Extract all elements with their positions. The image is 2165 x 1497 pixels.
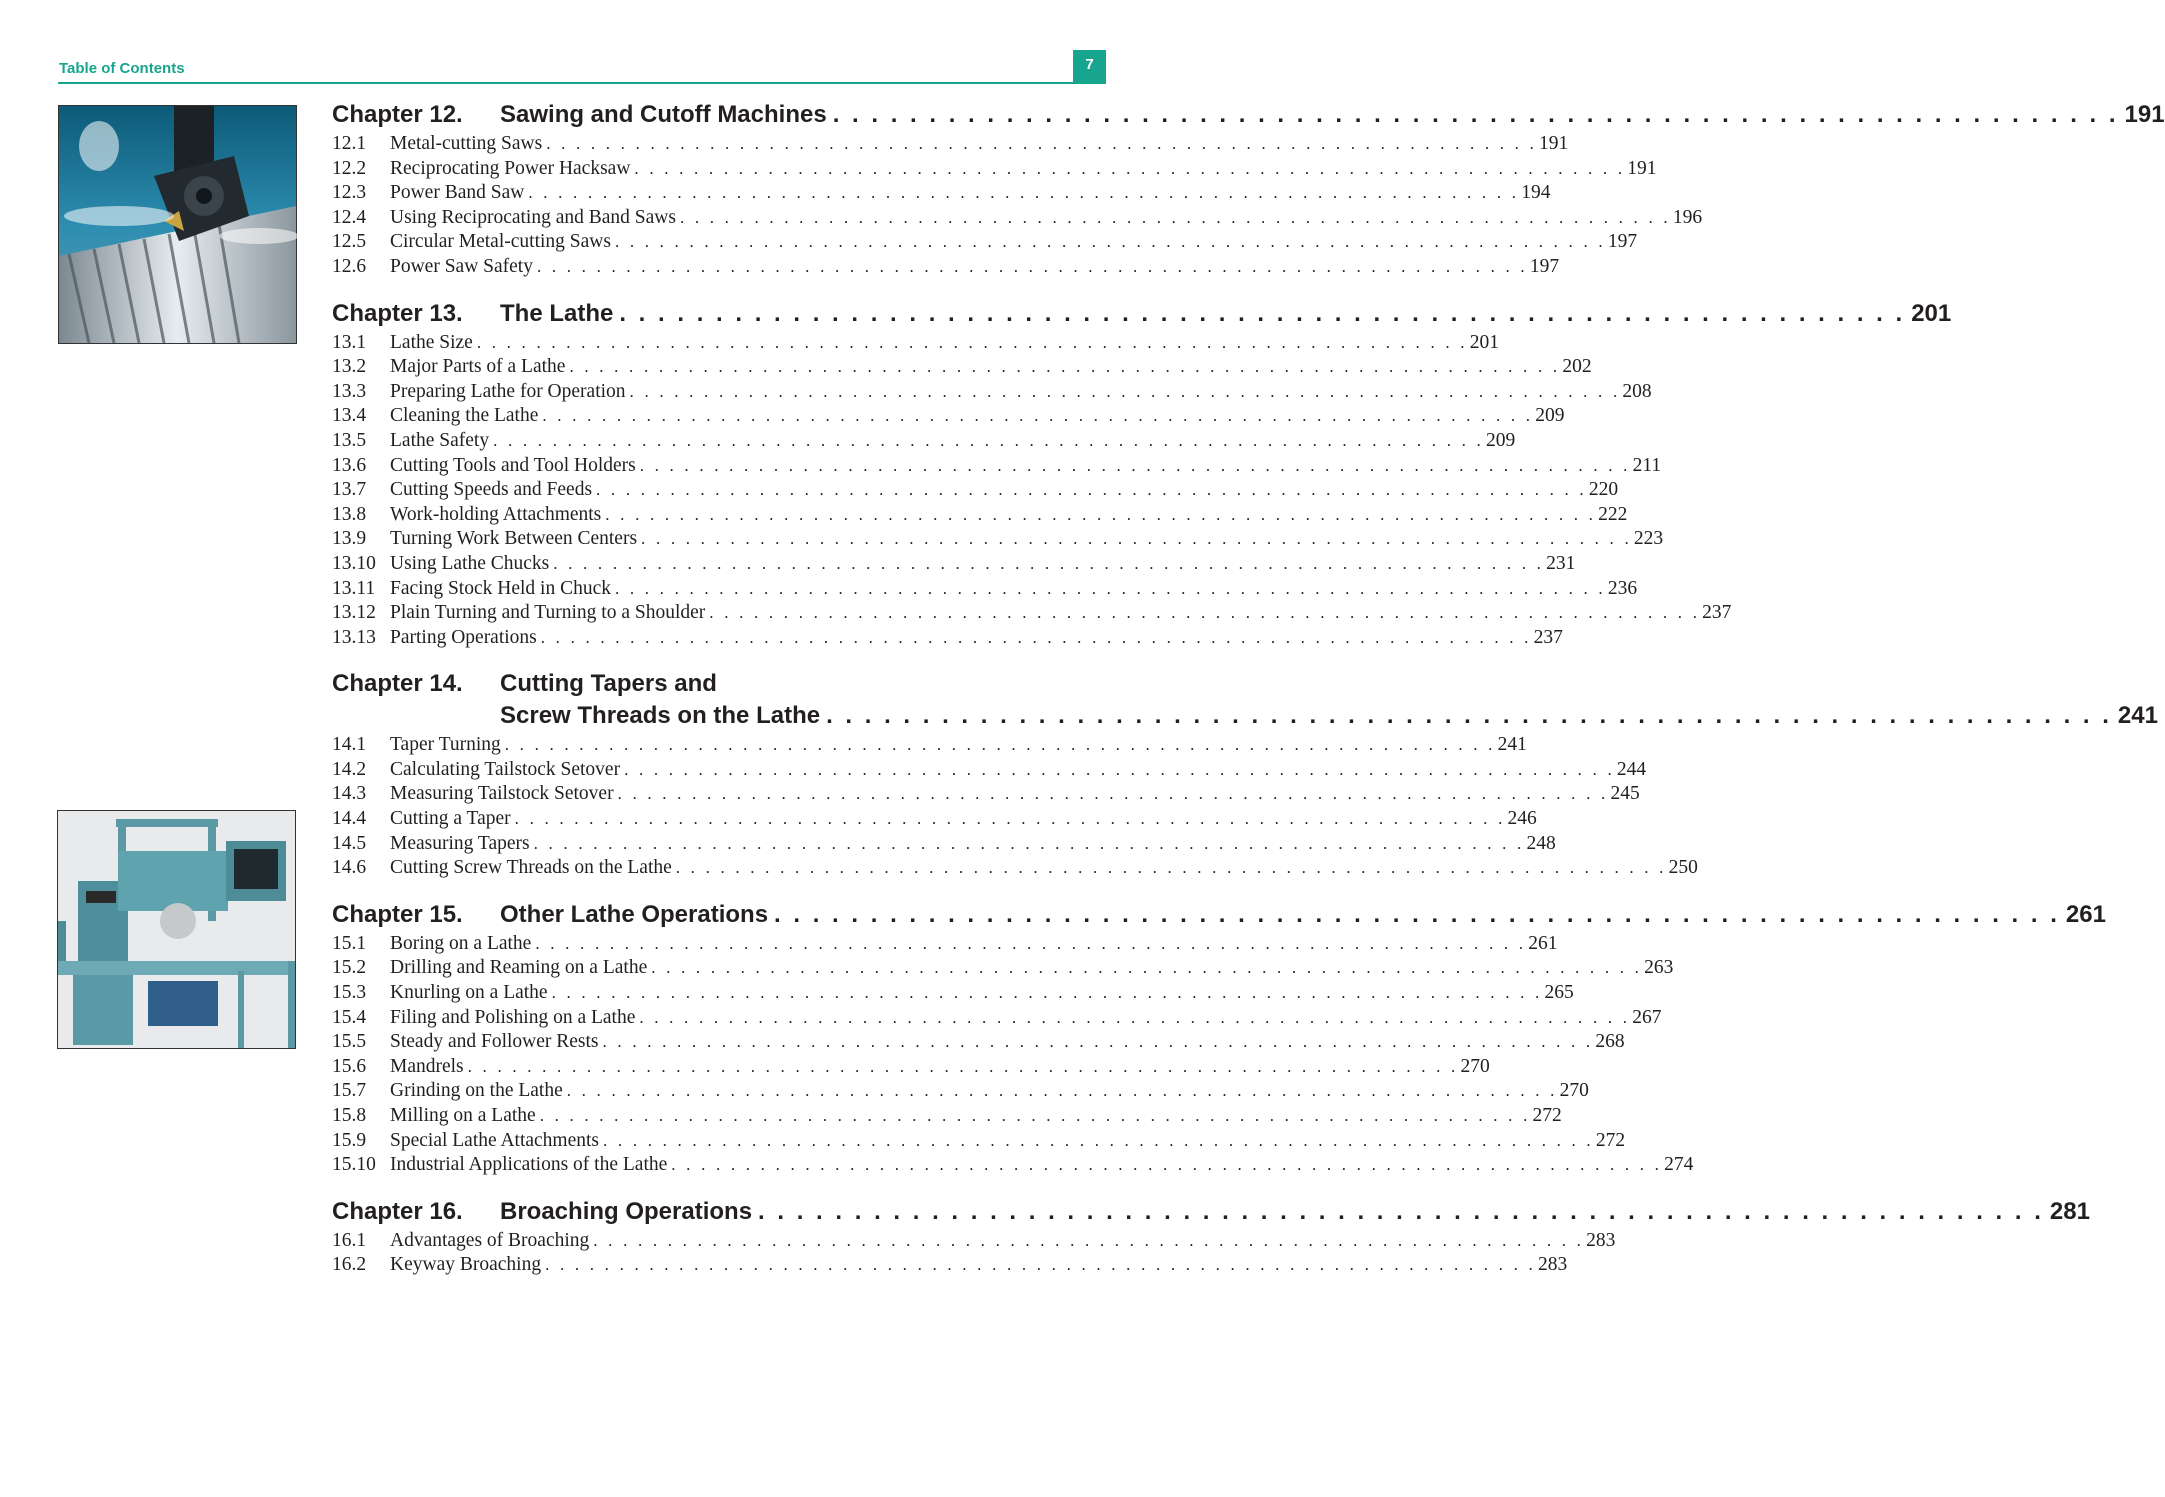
section-page: 191 [1539,133,1569,154]
section-title: Parting Operations [390,626,537,648]
section-title: Cleaning the Lathe [390,405,539,427]
toc-entry[interactable] [332,782,1640,807]
section-number: 12.6 [332,255,367,277]
dot-leader: . . . . . . . . . . . . . . . . . . . . . . . . . . . . . . . . . . . . . . . . . . . . . . . . . . . . . . . . . . . . . . . . . . . [614,578,1606,598]
chapter-number: Chapter 12. [332,101,463,128]
section-title: Advantages of Broaching [390,1229,590,1251]
header-rule [58,82,1106,84]
dot-leader: . . . . . . . . . . . . . . . . . . . . . . . . . . . . . . . . . . . . . . . . . . . . . . . . . . . . . . . . . . . . . . . . . . . [593,1230,1585,1250]
dot-leader: . . . . . . . . . . . . . . . . . . . . . . . . . . . . . . . . . . . . . . . . . . . . . . . . . . . . . . . . . . . . . . . . . . . [602,1032,1594,1052]
toc-entry[interactable] [332,132,1569,157]
chapter-heading[interactable] [332,900,2106,929]
section-page: 244 [1616,758,1647,780]
section-page: 211 [1632,454,1662,476]
dot-leader: . . . . . . . . . . . . . . . . . . . . . . . . . . . . . . . . . . . . . . . . . . . . . . . . . . . . . . . . . . . . . . . . . . . [617,784,1609,804]
section-page: 248 [1526,832,1556,854]
section-number: 15.3 [332,982,367,1004]
cutting-tool-photo [58,105,297,344]
section-title: Industrial Applications of the Lathe [390,1154,668,1176]
dot-leader: . . . . . . . . . . . . . . . . . . . . . . . . . . . . . . . . . . . . . . . . . . . . . . . . . . . . . . . . . . . . . . . . . . . [675,858,1667,878]
toc-entry[interactable] [332,429,1516,454]
dot-leader: . . . . . . . . . . . . . . . . . . . . . . . . . . . . . . . . . . . . . . . . . . . . . . . . . . . . . . . . . . . . . . . . . . . [493,430,1484,450]
toc-entry[interactable] [332,1129,1626,1154]
section-number: 12.4 [332,206,367,228]
dot-leader: . . . . . . . . . . . . . . . . . . . . . . . . . . . . . . . . . . . . . . . . . . . . . . . . . . . . . . . . . . . . . . . . . . . [634,158,1626,178]
dot-leader: . . . . . . . . . . . . . . . . . . . . . . . . . . . . . . . . . . . . . . . . . . . . . . . . . . . . . . . . . . . . . . . . . . . [596,480,1587,500]
toc-entry[interactable] [332,380,1652,405]
toc-entry[interactable] [332,1079,1589,1104]
section-number: 13.11 [332,577,376,599]
section-number: 15.7 [332,1080,367,1102]
section-number: 13.5 [332,429,367,451]
dot-leader: . . . . . . . . . . . . . . . . . . . . . . . . . . . . . . . . . . . . . . . . . . . . . . . . . . . . . . . . . . . . . . . . . . . [540,627,1532,647]
section-number: 13.10 [332,552,376,574]
band-saw-photo [57,810,296,1049]
section-number: 15.10 [332,1154,376,1176]
dot-leader: . . . . . . . . . . . . . . . . . . . . . . . . . . . . . . . . . . . . . . . . . . . . . . . . . . . . . . . . . . . . . . . . . . . [467,1056,1459,1076]
section-page: 250 [1668,857,1698,879]
section-page: 197 [1607,231,1638,253]
toc-entry[interactable] [332,932,1558,957]
chapter-block [332,900,2106,1178]
chapter-title-line2: Screw Threads on the Lathe [500,702,821,730]
section-number: 15.6 [332,1055,367,1077]
section-page: 202 [1562,356,1592,378]
section-number: 14.5 [332,832,367,854]
chapter-heading[interactable] [332,100,2165,129]
toc-entry[interactable] [332,255,1560,280]
dot-leader: . . . . . . . . . . . . . . . . . . . . . . . . . . . . . . . . . . . . . . . . . . . . . . . . . . . . . . . . . . . . . . . . . . . [514,809,1506,829]
section-page: 270 [1460,1055,1490,1077]
chapter-block [332,1197,2090,1278]
toc-entry[interactable] [332,454,1662,479]
section-page: 222 [1598,503,1628,525]
section-title: Cutting Tools and Tool Holders [390,454,636,476]
toc-entry[interactable] [332,981,1574,1006]
section-title: Knurling on a Lathe [390,982,548,1004]
section-number: 13.7 [332,479,367,501]
running-header: Table of Contents [59,60,185,77]
dot-leader: . . . . . . . . . . . . . . . . . . . . . . . . . . . . . . . . . . . . . . . . . . . . . . . . . . . . . . . . . . . . . . . . . . . [551,983,1543,1003]
section-title: Drilling and Reaming on a Lathe [390,957,648,979]
toc-entry[interactable] [332,1253,1568,1278]
section-page: 208 [1622,380,1652,402]
dot-leader: . . . . . . . . . . . . . . . . . . . . . . . . . . . . . . . . . . . . . . . . . . . . . . . . . . . . . . . . . . . . . . . . . . . [603,1130,1594,1150]
section-page: 267 [1632,1006,1662,1028]
toc-entry[interactable] [332,1153,1694,1178]
section-number: 13.2 [332,356,367,378]
section-title: Work-holding Attachments [390,503,602,525]
chapter-block [332,299,1952,651]
section-page: 191 [1627,157,1657,179]
section-page: 268 [1595,1031,1625,1053]
toc-entry[interactable] [332,577,1638,602]
dot-leader: . . . . . . . . . . . . . . . . . . . . . . . . . . . . . . . . . . . . . . . . . . . . . . . . . . . . . . . . . . . . . . . . . . . [545,1255,1536,1275]
section-title: Cutting Speeds and Feeds [390,479,593,501]
toc-entry[interactable] [332,404,1565,429]
section-page: 272 [1595,1129,1626,1151]
chapter-title: Cutting Tapers and [500,670,717,698]
dot-leader: . . . . . . . . . . . . . . . . . . . . . . . . . . . . . . . . . . . . . . . . . . . . . . . . . . . . . . . . . . . . . . . . . . . [542,406,1534,426]
toc-entry[interactable] [332,157,1657,182]
chapter-page: 241 [2117,702,2158,730]
section-title: Using Lathe Chucks [390,552,550,574]
dot-leader: . . . . . . . . . . . . . . . . . . . . . . . . . . . . . . . . . . . . . . . . . . . . . . . . . . . . . . . . . . . . . . . . . . . [671,1155,1663,1175]
dot-leader: . . . . . . . . . . . . . . . . . . . . . . . . . . . . . . . . . . . . . . . . . . . . . . . . . . . . . . . . . . . . . . . . . . . [709,603,1701,623]
section-number: 14.6 [332,857,367,879]
table-of-contents [332,100,2165,1297]
toc-entry[interactable] [332,733,1527,758]
toc-entry[interactable] [332,478,1619,503]
section-title: Measuring Tailstock Setover [390,783,614,805]
dot-leader: . . . . . . . . . . . . . . . . . . . . . . . . . . . . . . . . . . . . . . . . . . . . . . . . . . . . . . . . . . . . . . . . . . . [832,101,2119,128]
section-page: 283 [1586,1229,1616,1251]
chapter-number: Chapter 15. [332,900,463,928]
dot-leader: . . . . . . . . . . . . . . . . . . . . . . . . . . . . . . . . . . . . . . . . . . . . . . . . . . . . . . . . . . . . . . . . . . . [535,933,1527,953]
section-number: 13.13 [332,626,376,648]
dot-leader: . . . . . . . . . . . . . . . . . . . . . . . . . . . . . . . . . . . . . . . . . . . . . . . . . . . . . . . . . . . . . . . . . . . [476,332,1468,352]
section-page: 245 [1610,783,1640,805]
section-number: 13.4 [332,405,367,427]
section-number: 14.3 [332,783,367,805]
section-number: 12.1 [332,133,367,154]
dot-leader: . . . . . . . . . . . . . . . . . . . . . . . . . . . . . . . . . . . . . . . . . . . . . . . . . . . . . . . . . . . . . . . . . . . [826,702,2112,730]
section-number: 15.5 [332,1031,367,1053]
section-number: 15.8 [332,1105,367,1126]
section-title: Cutting a Taper [390,808,511,830]
section-title: Circular Metal-cutting Saws [390,231,611,253]
dot-leader: . . . . . . . . . . . . . . . . . . . . . . . . . . . . . . . . . . . . . . . . . . . . . . . . . . . . . . . . . . . . . . . . . . . [553,553,1545,573]
section-page: 196 [1672,206,1703,228]
toc-entry[interactable] [332,832,1556,857]
toc-entry[interactable] [332,626,1563,651]
toc-entry[interactable] [332,758,1647,783]
toc-entry[interactable] [332,527,1664,552]
section-title: Steady and Follower Rests [390,1031,599,1053]
section-page: 265 [1544,982,1574,1004]
section-page: 283 [1537,1254,1568,1276]
section-page: 237 [1702,602,1732,624]
section-title: Taper Turning [390,734,501,756]
dot-leader: . . . . . . . . . . . . . . . . . . . . . . . . . . . . . . . . . . . . . . . . . . . . . . . . . . . . . . . . . . . . . . . . . . . [774,900,2060,928]
section-number: 15.9 [332,1129,367,1151]
dot-leader: . . . . . . . . . . . . . . . . . . . . . . . . . . . . . . . . . . . . . . . . . . . . . . . . . . . . . . . . . . . . . . . . . . . [679,207,1671,227]
toc-entry[interactable] [332,181,1551,206]
section-title: Preparing Lathe for Operation [390,380,626,402]
dot-leader: . . . . . . . . . . . . . . . . . . . . . . . . . . . . . . . . . . . . . . . . . . . . . . . . . . . . . . . . . . . . . . . . . . . [533,833,1525,853]
chapter-block [332,669,2158,881]
chapter-number: Chapter 14. [332,670,463,698]
toc-entry[interactable] [332,601,1732,626]
section-title: Lathe Safety [390,429,490,451]
section-number: 13.12 [332,602,376,624]
chapter-heading-line2[interactable] [332,701,2158,730]
section-title: Facing Stock Held in Chuck [390,577,611,599]
dot-leader: . . . . . . . . . . . . . . . . . . . . . . . . . . . . . . . . . . . . . . . . . . . . . . . . . . . . . . . . . . . . . . . . . . . [629,381,1621,401]
dot-leader: . . . . . . . . . . . . . . . . . . . . . . . . . . . . . . . . . . . . . . . . . . . . . . . . . . . . . . . . . . . . . . . . . . . [614,232,1606,252]
chapter-page: 281 [2049,1197,2090,1225]
section-number: 14.4 [332,808,367,830]
section-number: 13.3 [332,380,367,402]
toc-entry[interactable] [332,956,1674,981]
dot-leader: . . . . . . . . . . . . . . . . . . . . . . . . . . . . . . . . . . . . . . . . . . . . . . . . . . . . . . . . . . . . . . . . . . . [758,1197,2044,1225]
section-page: 201 [1469,331,1499,353]
section-number: 14.2 [332,758,367,780]
section-number: 12.5 [332,231,367,253]
section-title: Mandrels [390,1055,464,1077]
dot-leader: . . . . . . . . . . . . . . . . . . . . . . . . . . . . . . . . . . . . . . . . . . . . . . . . . . . . . . . . . . . . . . . . . . . [641,529,1632,549]
section-page: 231 [1546,552,1576,574]
section-page: 197 [1529,255,1560,277]
section-title: Plain Turning and Turning to a Shoulder [390,602,706,624]
dot-leader: . . . . . . . . . . . . . . . . . . . . . . . . . . . . . . . . . . . . . . . . . . . . . . . . . . . . . . . . . . . . . . . . . . . [566,1081,1558,1101]
section-title: Milling on a Lathe [390,1105,536,1126]
dot-leader: . . . . . . . . . . . . . . . . . . . . . . . . . . . . . . . . . . . . . . . . . . . . . . . . . . . . . . . . . . . . . . . . . . . [504,735,1496,755]
section-title: Turning Work Between Centers [390,528,638,550]
section-title: Boring on a Lathe [390,932,532,954]
section-number: 13.8 [332,503,367,525]
section-number: 13.9 [332,528,367,550]
section-number: 12.3 [332,182,367,204]
section-number: 12.2 [332,157,367,179]
dot-leader: . . . . . . . . . . . . . . . . . . . . . . . . . . . . . . . . . . . . . . . . . . . . . . . . . . . . . . . . . . . . . . . . . . . [651,958,1643,978]
section-page: 237 [1533,626,1563,648]
section-page: 270 [1559,1080,1589,1102]
dot-leader: . . . . . . . . . . . . . . . . . . . . . . . . . . . . . . . . . . . . . . . . . . . . . . . . . . . . . . . . . . . . . . . . . . . [536,256,1528,276]
toc-entry[interactable] [332,1055,1490,1080]
chapter-title: Broaching Operations [500,1197,753,1225]
section-number: 13.1 [332,331,367,353]
section-title: Measuring Tapers [390,832,530,854]
section-page: 272 [1532,1105,1562,1126]
chapter-title: Sawing and Cutoff Machines [500,101,827,128]
dot-leader: . . . . . . . . . . . . . . . . . . . . . . . . . . . . . . . . . . . . . . . . . . . . . . . . . . . . . . . . . . . . . . . . . . . [528,183,1520,203]
section-number: 16.1 [332,1229,367,1251]
toc-entry[interactable] [332,1104,1562,1129]
section-number: 15.2 [332,957,367,979]
dot-leader: . . . . . . . . . . . . . . . . . . . . . . . . . . . . . . . . . . . . . . . . . . . . . . . . . . . . . . . . . . . . . . . . . . . [639,1007,1631,1027]
dot-leader: . . . . . . . . . . . . . . . . . . . . . . . . . . . . . . . . . . . . . . . . . . . . . . . . . . . . . . . . . . . . . . . . . . . [605,504,1597,524]
chapter-number: Chapter 13. [332,299,463,327]
section-page: 241 [1497,734,1527,756]
section-page: 209 [1535,405,1565,427]
dot-leader: . . . . . . . . . . . . . . . . . . . . . . . . . . . . . . . . . . . . . . . . . . . . . . . . . . . . . . . . . . . . . . . . . . . [569,357,1561,377]
dot-leader: . . . . . . . . . . . . . . . . . . . . . . . . . . . . . . . . . . . . . . . . . . . . . . . . . . . . . . . . . . . . . . . . . . . [539,1106,1531,1125]
section-title: Cutting Screw Threads on the Lathe [390,857,672,879]
section-title: Filing and Polishing on a Lathe [390,1006,636,1028]
dot-leader: . . . . . . . . . . . . . . . . . . . . . . . . . . . . . . . . . . . . . . . . . . . . . . . . . . . . . . . . . . . . . . . . . . . [546,134,1538,153]
section-title: Major Parts of a Lathe [390,356,566,378]
chapter-heading[interactable] [332,1197,2090,1226]
chapter-page: 201 [1911,299,1952,327]
section-title: Special Lathe Attachments [390,1129,600,1151]
section-title: Lathe Size [390,331,473,353]
section-page: 261 [1528,932,1558,954]
chapter-title: The Lathe [500,299,614,327]
dot-leader: . . . . . . . . . . . . . . . . . . . . . . . . . . . . . . . . . . . . . . . . . . . . . . . . . . . . . . . . . . . . . . . . . . . [624,759,1615,779]
section-title: Keyway Broaching [390,1254,542,1276]
section-page: 223 [1633,528,1664,550]
section-number: 15.1 [332,932,367,954]
section-page: 209 [1485,429,1516,451]
section-page: 194 [1521,182,1551,204]
section-number: 16.2 [332,1254,367,1276]
section-number: 15.4 [332,1006,367,1028]
section-number: 13.6 [332,454,367,476]
toc-entry[interactable] [332,355,1592,380]
section-title: Power Band Saw [390,182,525,204]
toc-entry[interactable] [332,331,1499,356]
section-page: 220 [1588,479,1619,501]
toc-entry[interactable] [332,807,1537,832]
dot-leader: . . . . . . . . . . . . . . . . . . . . . . . . . . . . . . . . . . . . . . . . . . . . . . . . . . . . . . . . . . . . . . . . . . . [619,299,1906,327]
chapter-block [332,100,2165,280]
section-title: Reciprocating Power Hacksaw [390,157,631,179]
chapter-heading[interactable] [332,299,1952,328]
section-page: 274 [1664,1154,1694,1176]
section-title: Using Reciprocating and Band Saws [390,206,676,228]
chapter-page: 261 [2065,900,2106,928]
page-number-badge: 7 [1073,50,1106,83]
toc-entry[interactable] [332,1229,1616,1254]
toc-entry[interactable] [332,206,1703,231]
section-number: 14.1 [332,734,367,756]
section-page: 236 [1607,577,1638,599]
section-title: Grinding on the Lathe [390,1080,563,1102]
toc-entry[interactable] [332,1006,1662,1031]
section-title: Calculating Tailstock Setover [390,758,621,780]
section-page: 246 [1507,808,1537,830]
section-title: Power Saw Safety [390,255,533,277]
chapter-number: Chapter 16. [332,1197,463,1225]
dot-leader: . . . . . . . . . . . . . . . . . . . . . . . . . . . . . . . . . . . . . . . . . . . . . . . . . . . . . . . . . . . . . . . . . . . [639,455,1631,475]
toc-entry[interactable] [332,856,1698,881]
toc-entry[interactable] [332,503,1628,528]
chapter-title: Other Lathe Operations [500,900,769,928]
toc-entry[interactable] [332,230,1638,255]
chapter-heading[interactable] [332,669,1012,698]
toc-entry[interactable] [332,552,1576,577]
section-page: 263 [1644,957,1674,979]
section-title: Metal-cutting Saws [390,133,543,154]
toc-entry[interactable] [332,1030,1625,1055]
chapter-page: 191 [2124,101,2165,128]
